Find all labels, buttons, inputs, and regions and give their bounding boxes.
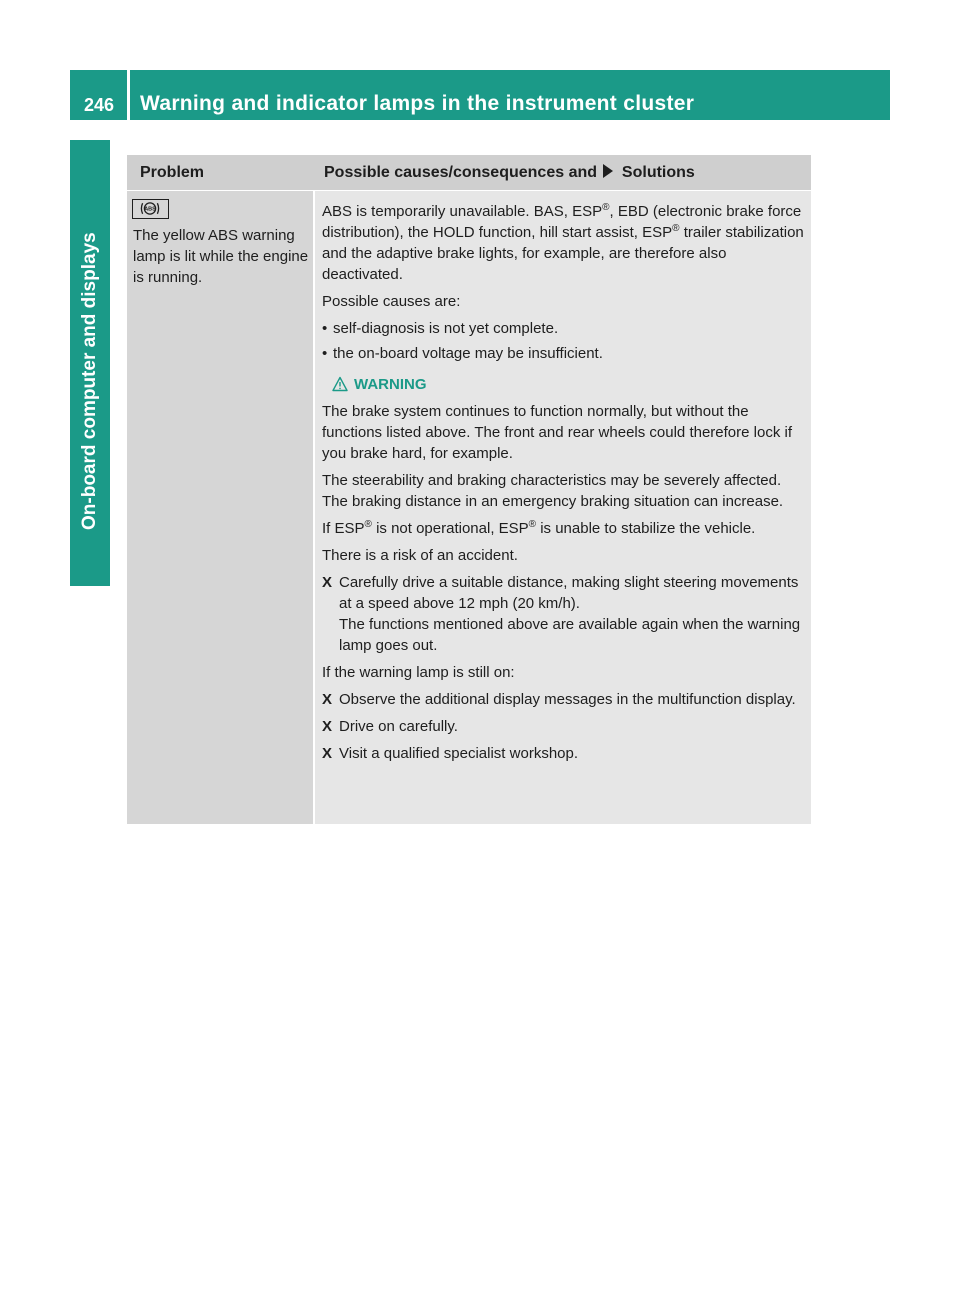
warning-paragraph: There is a risk of an accident. [322,547,518,564]
warning-paragraph: The steerability and braking characteristics may be severely affected. The braking distance in an emergency braking situation can increase. [322,472,784,510]
instruction-step: X Observe the additional display messages in the multifunction display. [322,691,796,708]
instruction-step: X Drive on carefully. [322,718,458,735]
side-tab-label: On-board computer and displays [79,232,100,530]
step-arrow-icon: X [322,745,333,762]
warning-paragraph: If ESP® is not operational, ESP® is unable to stabilize the vehicle. [322,519,756,537]
list-item: • the on-board voltage may be insufficient. [322,345,603,362]
step-arrow-icon: X [322,574,333,591]
problem-description: The yellow ABS warning lamp is lit while the engine is running. [133,227,309,286]
warning-label: WARNING [354,376,427,393]
list-item: • self-diagnosis is not yet complete. [322,320,559,337]
abs-warning-lamp-icon [132,199,169,219]
lamp-table [127,155,811,824]
step-arrow-icon: X [322,691,333,708]
table-header-row [127,155,811,190]
header-divider [127,70,130,120]
column-header-problem: Problem [140,164,205,181]
play-arrow-icon [603,164,613,178]
svg-text:ABS: ABS [144,206,156,213]
column-header-solutions [324,164,695,182]
intro-paragraph: ABS is temporarily unavailable. BAS, ESP®, EBD (electronic brake force distribution), the HOLD function, hill start assist, ESP® trailer stabilization and the adaptive brake lights, for example, are therefore also deactivated. [322,202,804,283]
step-arrow-icon: X [322,718,333,735]
warning-heading [332,374,806,395]
column-header-solutions-suffix: Solutions [621,164,695,181]
column-header-solutions-prefix: Possible causes/consequences and [324,164,598,181]
instruction-step: X Visit a qualified specialist workshop. [322,745,579,762]
warning-paragraph: The brake system continues to function normally, but without the functions listed above. The front and rear wheels could therefore lock if you brake hard, for example. [322,403,792,462]
page-number: 246 [84,95,115,115]
page-title: Warning and indicator lamps in the instrument cluster [140,92,695,115]
causes-heading: Possible causes are: [322,293,461,310]
solution-cell [315,191,811,824]
instruction-step: X Carefully drive a suitable distance, making slight steering movements at a speed above 12 mph (20 km/h). The functions mentioned above are available again when the warning lamp goes out. [322,574,801,654]
still-on-text: If the warning lamp is still on: [322,664,515,681]
warning-triangle-icon [332,376,348,398]
problem-cell [127,191,313,824]
